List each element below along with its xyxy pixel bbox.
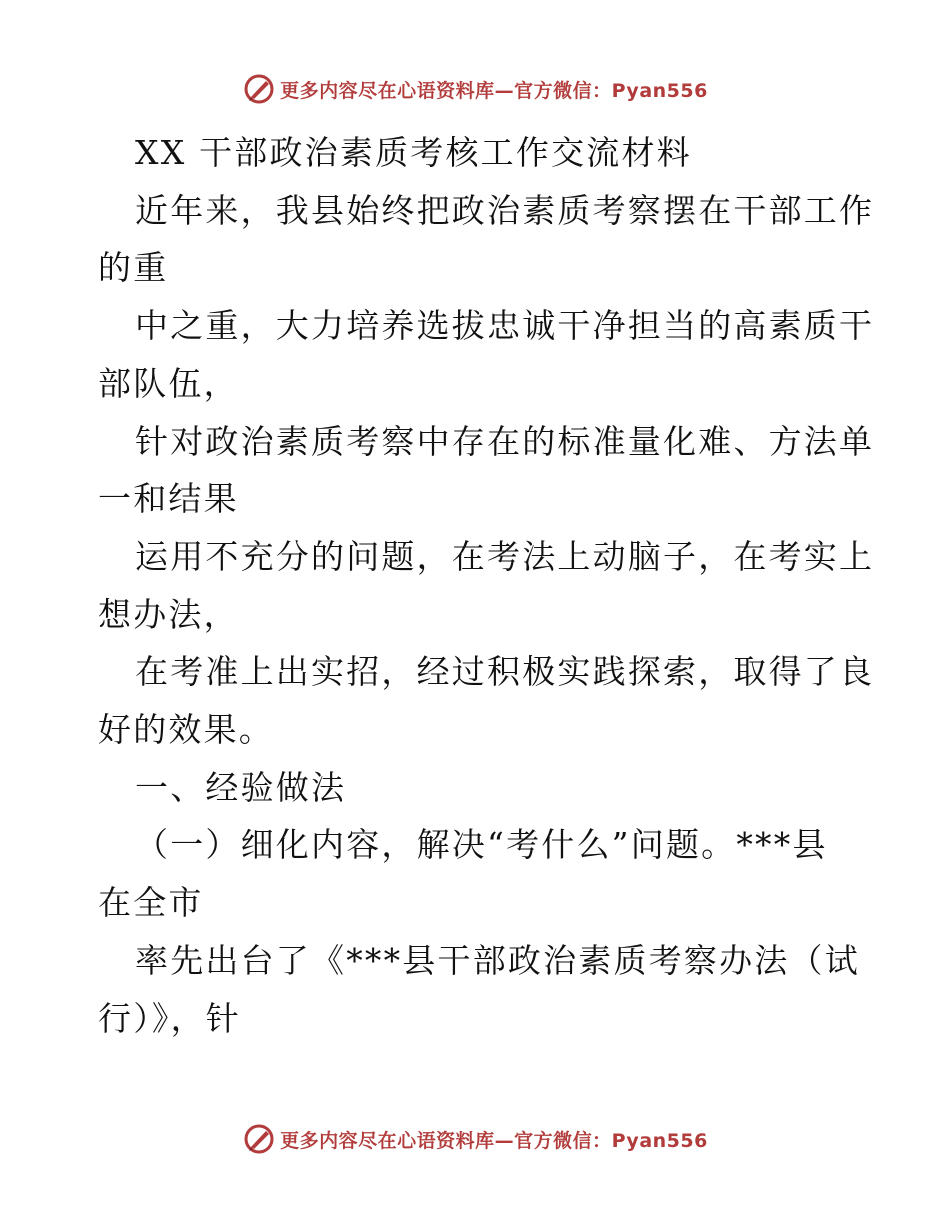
text-line: 一和结果 (98, 479, 239, 519)
text-line: 率先出台了《***县干部政治素质考察办法（试 (135, 940, 860, 980)
text-line: 近年来，我县始终把政治素质考察摆在干部工作 (135, 190, 875, 230)
text-line: 中之重，大力培养选拔忠诚干净担当的高素质干 (135, 306, 875, 346)
text-line: 针对政治素质考察中存在的标准量化难、方法单 (135, 421, 875, 461)
section-heading: 一、经验做法 (135, 767, 347, 807)
text-line: 想办法， (98, 594, 239, 634)
pen-logo-icon (242, 1122, 276, 1156)
text-line: 部队伍， (98, 363, 239, 403)
text-line: 在全市 (98, 883, 204, 923)
watermark-text: 更多内容尽在心语资料库—官方微信：Pyan556 (280, 79, 708, 102)
watermark-header (0, 72, 950, 106)
text-line: 在考准上出实招，经过积极实践探索，取得了良 (135, 652, 875, 692)
text-line: 的重 (98, 248, 169, 288)
text-line: 运用不充分的问题，在考法上动脑子，在考实上 (135, 536, 875, 576)
subsection-heading: （一）细化内容，解决“考什么”问题。***县 (135, 825, 828, 865)
document-body (98, 124, 875, 1047)
watermark-text: 更多内容尽在心语资料库—官方微信：Pyan556 (280, 1129, 708, 1152)
pen-logo-icon (242, 72, 276, 106)
text-line: 好的效果。 (98, 710, 274, 750)
text-line: 行）》，针 (98, 998, 241, 1038)
watermark-footer (0, 1122, 950, 1156)
document-title: XX 干部政治素质考核工作交流材料 (135, 133, 692, 172)
